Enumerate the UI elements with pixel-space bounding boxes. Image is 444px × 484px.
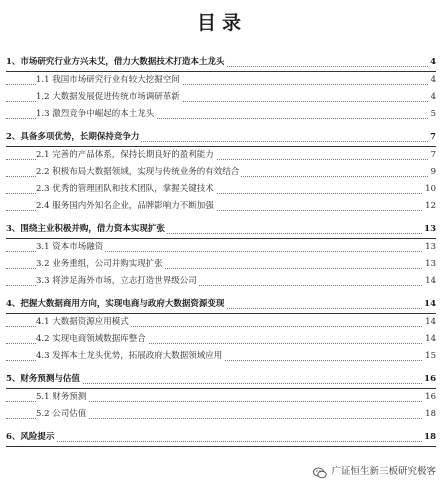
- toc-chapter-entry[interactable]: [6, 54, 436, 72]
- toc-chapter-entry[interactable]: [6, 371, 436, 389]
- toc-entry-text: 2.3 优秀的管理团队和技术团队，掌握关键技术: [36, 184, 214, 194]
- toc-section-entry[interactable]: [6, 331, 436, 348]
- toc-page-number: 16: [423, 389, 436, 406]
- table-of-contents: [6, 54, 436, 447]
- toc-page-number: 18: [422, 429, 436, 446]
- watermark: [311, 462, 438, 478]
- toc-chapter-entry[interactable]: [6, 129, 436, 147]
- toc-page-number: 4: [428, 54, 436, 71]
- toc-entry-text: 5.2 公司估值: [36, 409, 87, 419]
- toc-section-entry[interactable]: [6, 389, 436, 406]
- toc-section-entry[interactable]: [6, 106, 436, 123]
- toc-entry-text: 2.4 服务国内外知名企业，品牌影响力不断加强: [36, 201, 214, 211]
- toc-entry-text: 2.2 积极布局大数据领域，实现与传统业务的有效结合: [36, 167, 240, 177]
- toc-section-entry[interactable]: [6, 147, 436, 164]
- toc-entry-text: 6、风险提示: [6, 432, 55, 442]
- toc-page-number: 7: [428, 129, 436, 146]
- toc-section-entry[interactable]: [6, 406, 436, 423]
- toc-entry-text: 2.1 完善的产品体系，保持长期良好的盈利能力: [36, 150, 214, 160]
- toc-entry-text: 1.3 激烈竞争中崛起的本土龙头: [36, 109, 155, 119]
- toc-section-entry[interactable]: [6, 89, 436, 106]
- toc-page-number: 18: [423, 406, 436, 423]
- toc-section-entry[interactable]: [6, 72, 436, 89]
- toc-section-entry[interactable]: [6, 273, 436, 290]
- toc-entry-text: 1.2 大数据发展促进传统市场调研革新: [36, 92, 180, 102]
- wechat-icon: [313, 464, 327, 476]
- toc-page-number: 13: [422, 221, 436, 238]
- toc-section-entry[interactable]: [6, 181, 436, 198]
- toc-entry-text: 5、财务预测与估值: [6, 374, 80, 384]
- toc-entry-text: 3.3 将涉足海外市场，立志打造世界级公司: [36, 276, 197, 286]
- toc-page-number: 13: [423, 256, 436, 273]
- toc-section-entry[interactable]: [6, 314, 436, 331]
- toc-entry-text: 5.1 财务预测: [36, 392, 87, 402]
- toc-entry-text: 4.1 大数据资源应用模式: [36, 317, 129, 327]
- toc-page-number: 15: [423, 348, 436, 365]
- toc-entry-text: 3、围绕主业积极并购，借力资本实现扩张: [6, 224, 165, 234]
- toc-page-number: 9: [429, 164, 436, 181]
- toc-entry-text: 4.3 发挥本土龙头优势，拓展政府大数据领域应用: [36, 351, 223, 361]
- toc-entry-text: 4、把握大数据商用方向，实现电商与政府大数据资源变现: [6, 299, 225, 309]
- toc-section-entry[interactable]: [6, 348, 436, 365]
- toc-section-entry[interactable]: [6, 198, 436, 215]
- toc-page-number: 16: [422, 371, 436, 388]
- toc-page-number: 5: [429, 106, 436, 123]
- toc-entry-text: 1、市场研究行业方兴未艾，借力大数据技术打造本土龙头: [6, 57, 225, 67]
- toc-page-number: 10: [423, 181, 436, 198]
- toc-section-entry[interactable]: [6, 256, 436, 273]
- toc-page-number: 14: [423, 331, 436, 348]
- toc-section-entry[interactable]: [6, 239, 436, 256]
- toc-leader-dots: [6, 441, 436, 442]
- toc-entry-text: 3.1 资本市场融资: [36, 242, 104, 252]
- toc-chapter-entry[interactable]: [6, 429, 436, 447]
- watermark-text: 广证恒生新三板研究极客: [331, 466, 436, 477]
- toc-page-number: 7: [429, 147, 436, 164]
- toc-page-number: 14: [423, 314, 436, 331]
- toc-entry-text: 4.2 实现电商领域数据库整合: [36, 334, 146, 344]
- toc-entry-text: 2、具备多项优势，长期保持竞争力: [6, 132, 140, 142]
- page-title: 目录: [196, 12, 247, 34]
- toc-page-number: 14: [423, 273, 436, 290]
- toc-chapter-entry[interactable]: [6, 221, 436, 239]
- toc-chapter-entry[interactable]: [6, 296, 436, 314]
- toc-page-number: 14: [422, 296, 436, 313]
- toc-page-number: 13: [423, 239, 436, 256]
- toc-page-number: 4: [429, 89, 436, 106]
- toc-page-number: 12: [423, 198, 436, 215]
- toc-entry-text: 1.1 我国市场研究行业有较大挖掘空间: [36, 75, 180, 85]
- toc-section-entry[interactable]: [6, 164, 436, 181]
- toc-page-number: 4: [429, 72, 436, 89]
- toc-entry-text: 3.2 业务重组，公司并购实现扩张: [36, 259, 163, 269]
